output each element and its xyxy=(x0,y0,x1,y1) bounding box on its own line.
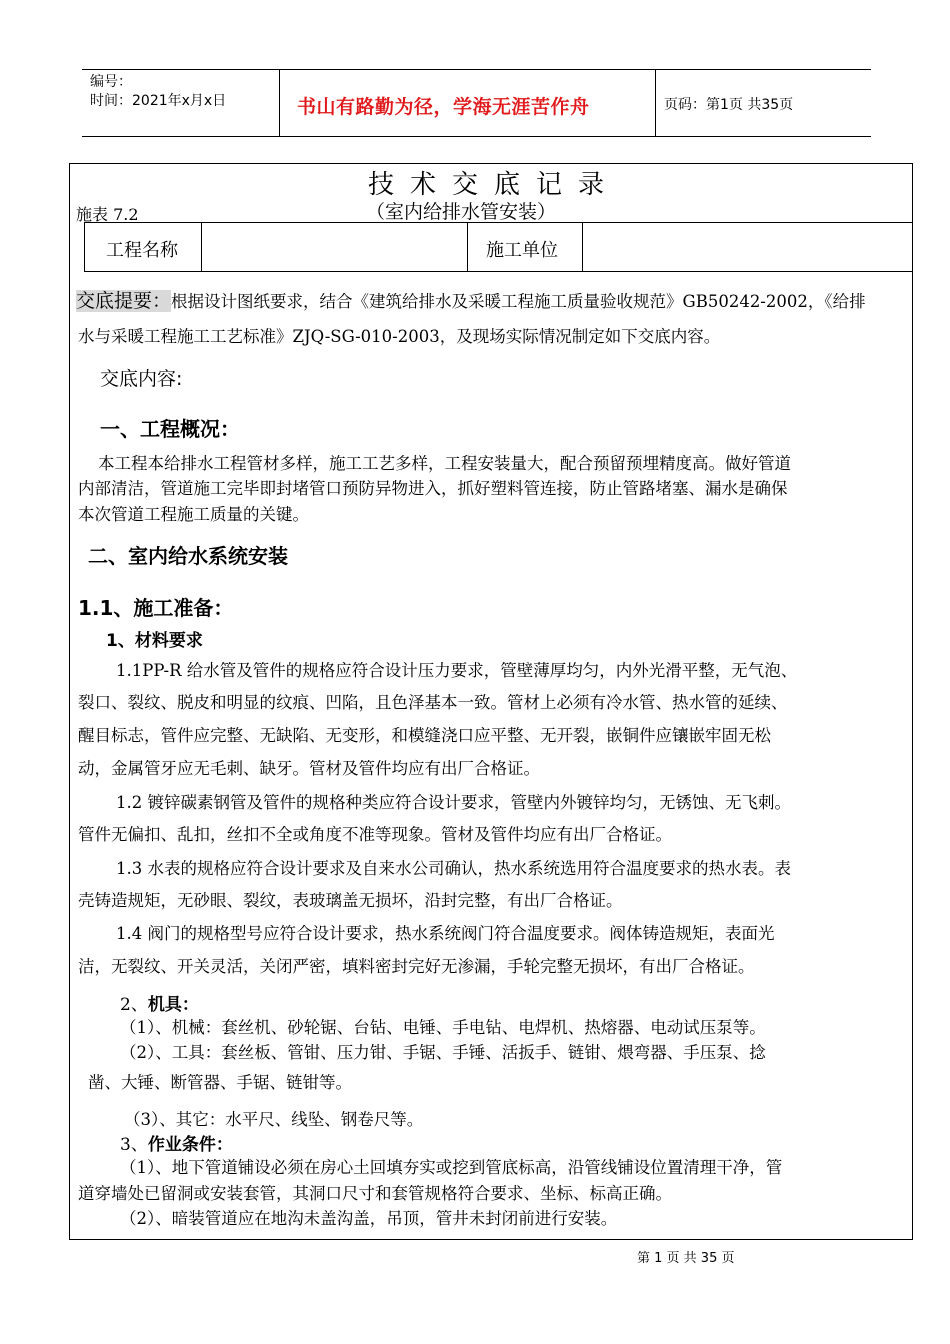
form-number: 施表 7.2 xyxy=(76,205,139,224)
table-divider-3 xyxy=(582,223,583,271)
header-top-rule xyxy=(82,69,871,70)
document-number-label: 编号： xyxy=(90,74,132,90)
materials-1-line-2: 裂口、裂纹、脱皮和明显的纹痕、凹陷，且色泽基本一致。管材上必须有冷水管、热水管的延续、 xyxy=(78,693,788,712)
section-1-line-3: 本次管道工程施工质量的关键。 xyxy=(78,505,309,524)
footer-page-number: 第 1 页 共 35 页 xyxy=(637,1251,735,1266)
materials-2-line-1: 1.2 镀锌碳素钢管及管件的规格种类应符合设计要求，管壁内外镀锌均匀，无锈蚀、无飞刺。 xyxy=(116,793,791,812)
section-1-line-2: 内部清洁，管道施工完毕即封堵管口预防异物进入，抓好塑料管连接，防止管路堵塞、漏水是确保 xyxy=(78,479,788,498)
record-title: 技术交底记录 xyxy=(368,170,621,200)
section-1-title: 一、工程概况： xyxy=(100,417,240,441)
tools-hand-tools-line-1: （2）、工具：套丝板、管钳、压力钳、手锯、手锤、活扳手、链钳、煨弯器、手压泵、捻 xyxy=(120,1043,766,1062)
materials-4-line-1: 1.4 阀门的规格型号应符合设计要求，热水系统阀门符合温度要求。阀体铸造规矩，表面光 xyxy=(116,924,775,943)
summary-paragraph xyxy=(76,285,866,318)
record-subtitle: （室内给排水管安装） xyxy=(366,201,557,223)
summary-line-1: 根据设计图纸要求，结合《建筑给排水及采暖工程施工质量验收规范》GB50242-2002，《给排 xyxy=(171,292,866,311)
header-divider-left xyxy=(279,69,280,136)
conditions-1-line-1: （1）、地下管道铺设必须在房心土回填夯实或挖到管底标高，沿管线铺设位置清理干净，管 xyxy=(120,1158,783,1177)
section-2-1-title: 1.1、施工准备： xyxy=(78,596,234,620)
header-motto: 书山有路勤为径，学海无涯苦作舟 xyxy=(297,96,590,118)
materials-3-line-2: 壳铸造规矩，无砂眼、裂纹，表玻璃盖无损坏，沿封完整，有出厂合格证。 xyxy=(78,891,623,910)
materials-1-line-3: 醒目标志，管件应完整、无缺陷、无变形，和模缝浇口应平整、无开裂，嵌铜件应镶嵌牢固无松 xyxy=(78,726,771,745)
materials-2-line-2: 管件无偏扣、乱扣，丝扣不全或角度不准等现象。管材及管件均应有出厂合格证。 xyxy=(78,825,672,844)
conditions-title-text: 作业条件： xyxy=(147,1135,233,1155)
tools-other: （3）、其它：水平尺、线坠、钢卷尺等。 xyxy=(124,1110,424,1129)
project-name-value[interactable] xyxy=(210,236,465,260)
materials-3-line-1: 1.3 水表的规格应符合设计要求及自来水公司确认，热水系统选用符合温度要求的热水表。表 xyxy=(116,859,791,878)
header-bottom-rule xyxy=(82,136,871,137)
materials-4-line-2: 洁，无裂纹、开关灵活，关闭严密，填料密封完好无渗漏，手轮完整无损坏，有出厂合格证。 xyxy=(78,957,755,976)
section-2-title: 二、室内给水系统安装 xyxy=(88,544,288,568)
tools-title-text: 机具： xyxy=(147,995,199,1015)
table-divider-2 xyxy=(467,223,468,271)
conditions-2: （2）、暗装管道应在地沟未盖沟盖，吊顶，管井未封闭前进行安装。 xyxy=(120,1209,618,1228)
materials-1-line-4: 动，金属管牙应无毛刺、缺牙。管材及管件均应有出厂合格证。 xyxy=(78,759,540,778)
tools-machinery: （1）、机械：套丝机、砂轮锯、台钻、电锤、手电钻、电焊机、热熔器、电动试压泵等。 xyxy=(120,1018,766,1037)
project-name-label: 工程名称 xyxy=(106,240,178,261)
conditions-1-line-2: 道穿墙处已留洞或安装套管，其洞口尺寸和套管规格符合要求、坐标、标高正确。 xyxy=(78,1184,672,1203)
materials-title: 1、材料要求 xyxy=(106,631,203,651)
section-1-line-1: 本工程本给排水工程管材多样，施工工艺多样，工程安装量大，配合预留预埋精度高。做好管道 xyxy=(98,454,791,473)
summary-label: 交底提要： xyxy=(76,290,172,312)
header-divider-right xyxy=(655,69,656,136)
materials-1-line-1: 1.1PP-R 给水管及管件的规格应符合设计压力要求，管壁薄厚均匀，内外光滑平整，无气泡、 xyxy=(116,661,798,680)
content-label: 交底内容: xyxy=(100,368,183,390)
document-time-label: 时间：2021年x月x日 xyxy=(90,93,227,109)
tools-title-number: 2、 xyxy=(120,995,148,1015)
construction-unit-value[interactable] xyxy=(590,236,890,260)
summary-line-2: 水与采暖工程施工工艺标准》ZJQ-SG-010-2003，及现场实际情况制定如下交底内容。 xyxy=(78,327,721,346)
construction-unit-label: 施工单位 xyxy=(486,240,558,261)
table-divider-1 xyxy=(201,223,202,271)
conditions-title-number: 3、 xyxy=(120,1135,148,1155)
tools-hand-tools-line-2: 凿、大锤、断管器、手锯、链钳等。 xyxy=(88,1073,352,1092)
header-page-info: 页码：第1页 共35页 xyxy=(664,97,794,113)
